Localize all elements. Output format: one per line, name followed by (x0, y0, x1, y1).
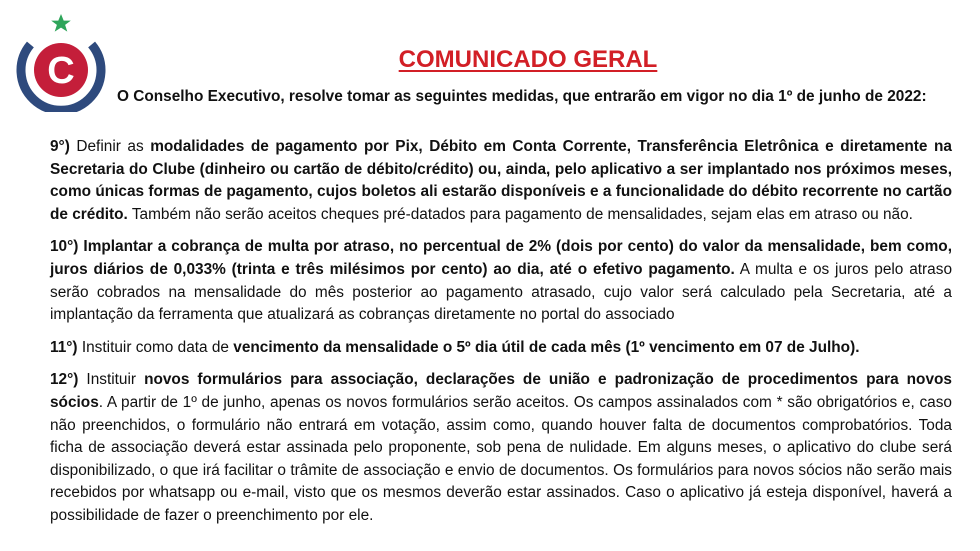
item-text: Também não serão aceitos cheques pré-datados para pagamento de mensalidades, sejam elas em atraso ou não. (127, 205, 913, 223)
measure-item-9 (50, 136, 952, 226)
item-text: Instituir como data de (77, 338, 234, 356)
measure-item-11 (50, 337, 952, 360)
page-title: COMUNICADO GERAL (398, 46, 658, 73)
item-text: Definir as (69, 138, 151, 155)
item-number: 12°) (50, 371, 79, 389)
item-text-bold: modalidades de pagamento por Pix, Débito em Conta Corrente, Transferência Eletrônica e diretamente na Secretaria do Clube (dinheiro ou cartão de débito/crédito) ou, ainda, pelo aplicativo a ser implantado nos próximos meses, como únicas formas de pagamento, cujos boletos ali estarão disponíveis e a funcionalidade do débito recorrente no cartão de crédito. (50, 138, 952, 223)
intro-text: O Conselho Executivo, resolve tomar as seguintes medidas, que entrarão em vigor no dia 1º de junho de 2022: (117, 88, 927, 105)
star-icon (51, 14, 71, 32)
logo-letter: C (47, 50, 75, 92)
item-text: Instituir (78, 371, 145, 389)
measures-list (50, 136, 952, 538)
item-text-bold: novos formulários para associação, declarações de união e padronização de procedimentos para novos sócios (50, 371, 952, 411)
item-number: 9°) (50, 138, 70, 155)
item-text: A multa e os juros pelo atraso serão cobrados na mensalidade do mês posterior ao pagamento atrasado, cujo valor será calculado pela Secretaria, até a implantação da ferramenta que atualizará as cobranças diretamente no portal do associado (50, 260, 952, 324)
item-number: 11°) (50, 338, 78, 356)
item-text-bold: 10°) Implantar a cobrança de multa por atraso, no percentual de 2% (dois por cento) do valor da mensalidade, bem como, juros diários de 0,033% (trinta e três milésimos por cento) ao dia, até o efetivo pagamento. (50, 238, 952, 278)
item-text: . A partir de 1º de junho, apenas os novos formulários serão aceitos. Os campos assinalados com * são obrigatórios e, caso não preenchidos, o formulário não entrará em votação, assim como, quando houver falta de documentos comprobatórios. Toda ficha de associação deverá estar assinada pelo proponente, sob pena de nulidade. Em alguns meses, o aplicativo do clube será disponibilizado, o que irá facilitar o trâmite de associação e envio de documentos. Os formulários para novos sócios não serão mais recebidos por whatsapp ou e-mail, visto que os mesmos deverão estar assinados. Caso o aplicativo já esteja disponível, haverá a possibilidade de fazer o preenchimento por ele. (50, 393, 952, 524)
measure-item-12 (50, 369, 952, 527)
measure-item-10 (50, 236, 952, 326)
item-text-bold: vencimento da mensalidade o 5º dia útil de cada mês (1º vencimento em 07 de Julho). (233, 338, 860, 356)
